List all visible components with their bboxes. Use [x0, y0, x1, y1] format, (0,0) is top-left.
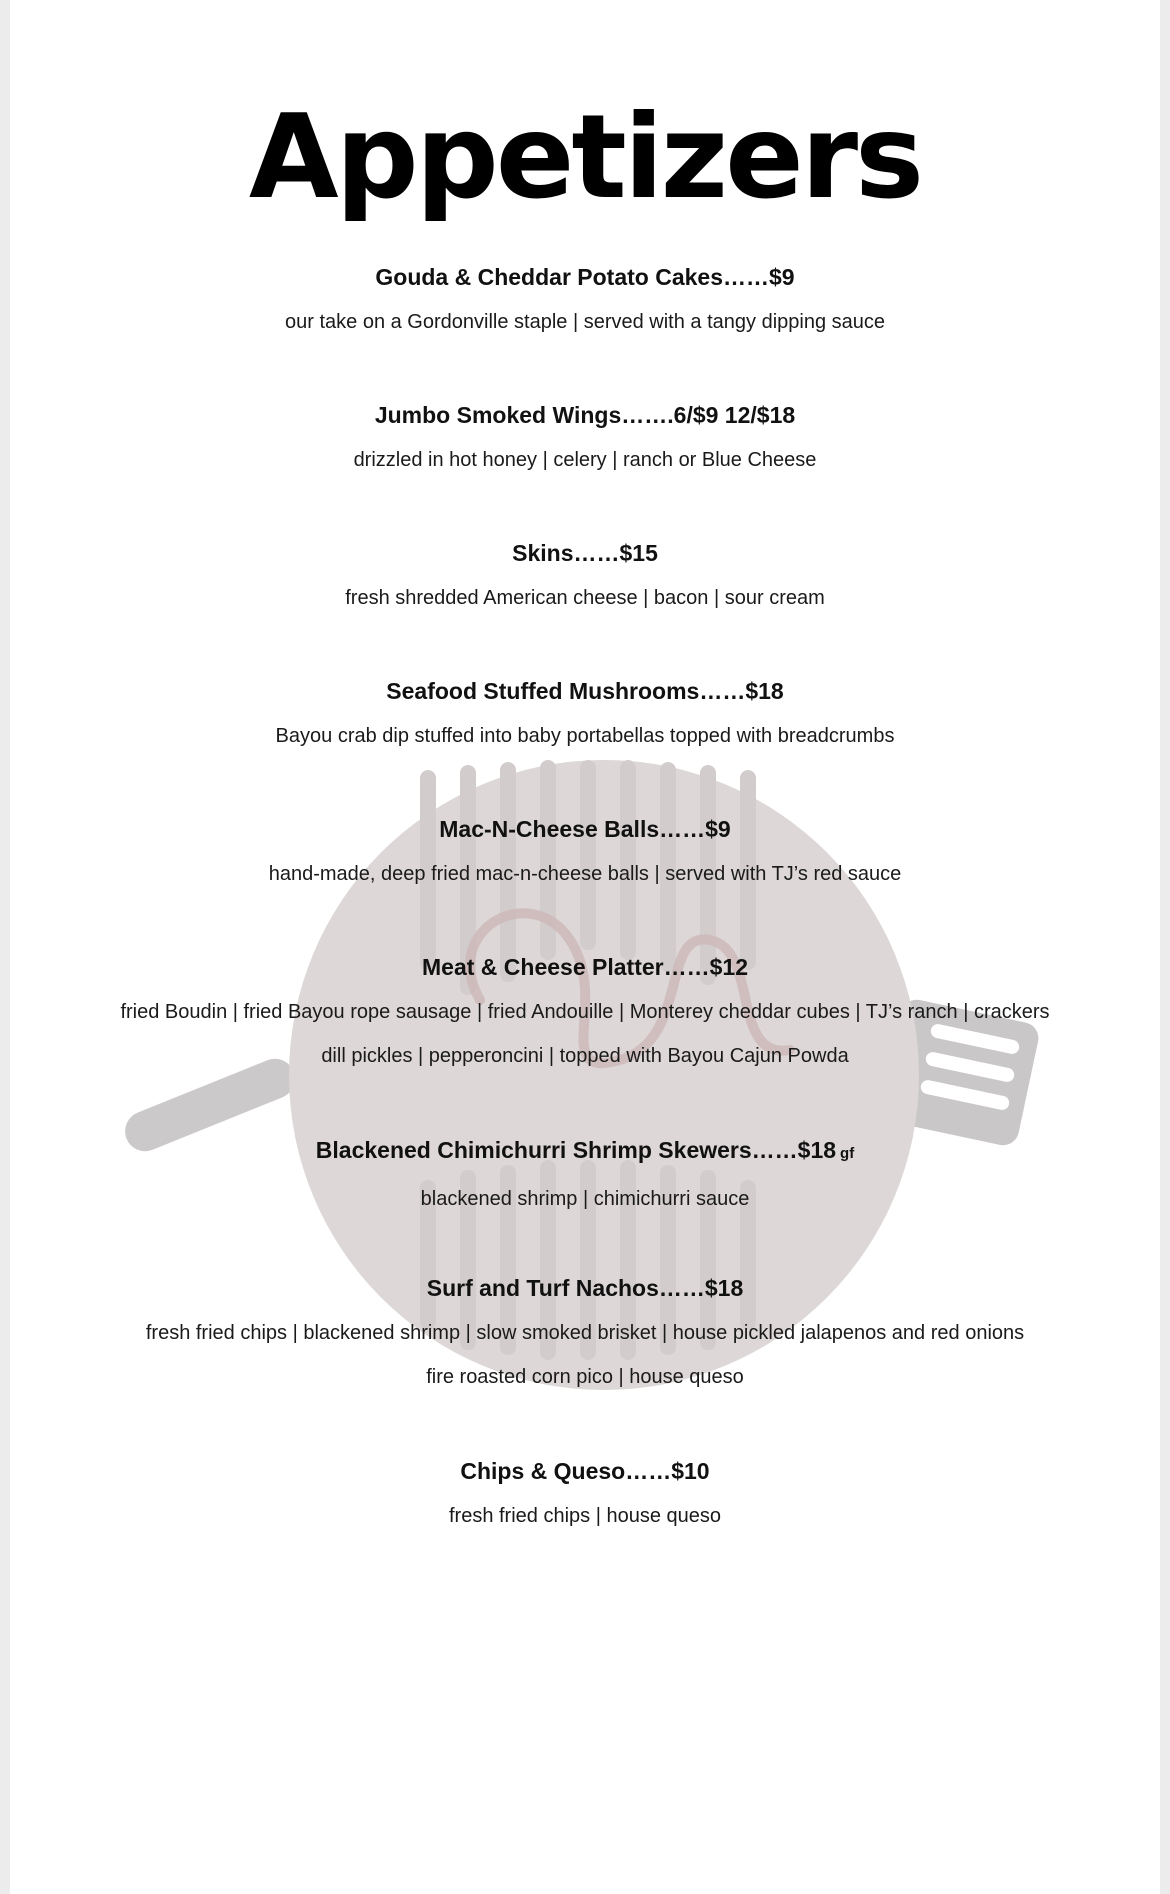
menu-item-name — [0, 262, 1170, 292]
gluten-free-tag: gf — [840, 1145, 855, 1162]
menu-item — [0, 814, 1170, 896]
menu-item-name-text: Skins……$15 — [512, 540, 658, 566]
menu-item-description: fried Boudin | fried Bayou rope sausage | fried Andouille | Monterey cheddar cubes | TJ’s ranch | crackers — [120, 1001, 1050, 1023]
menu-item-name-text: Jumbo Smoked Wings…….6/$9 12/$18 — [374, 402, 796, 428]
menu-item-name — [0, 1135, 1170, 1169]
menu-item-description: drizzled in hot honey | celery | ranch or Blue Cheese — [353, 449, 817, 471]
menu-item-name — [0, 952, 1170, 982]
menu-title: Appetizers — [248, 90, 922, 225]
menu-item-name — [0, 814, 1170, 844]
menu-item — [0, 400, 1170, 482]
menu-item-description: fresh shredded American cheese | bacon | sour cream — [345, 587, 825, 609]
menu-item — [0, 952, 1170, 1078]
menu-item — [0, 538, 1170, 620]
menu-item-description: dill pickles | pepperoncini | topped with Bayou Cajun Powda — [321, 1045, 849, 1067]
menu-item — [0, 1456, 1170, 1538]
menu-item-name-text: Seafood Stuffed Mushrooms……$18 — [386, 678, 784, 704]
menu-item-name-text: Gouda & Cheddar Potato Cakes……$9 — [375, 264, 795, 290]
menu-item-name-text: Chips & Queso……$10 — [460, 1458, 710, 1484]
menu-item-name-text: Mac-N-Cheese Balls……$9 — [439, 816, 731, 842]
menu-item-name — [0, 676, 1170, 706]
menu-item-name-text: Meat & Cheese Platter……$12 — [422, 954, 748, 980]
menu-item-description: hand-made, deep fried mac-n-cheese balls | served with TJ’s red sauce — [268, 863, 902, 885]
menu-item-description: blackened shrimp | chimichurri sauce — [420, 1188, 750, 1210]
menu-item-description: fresh fried chips | blackened shrimp | slow smoked brisket | house pickled jalapenos and red onions — [145, 1322, 1025, 1344]
menu-item — [0, 676, 1170, 758]
menu-item-name-text: Surf and Turf Nachos……$18 — [426, 1275, 744, 1301]
menu-item-name — [0, 1456, 1170, 1486]
menu-item-name — [0, 538, 1170, 568]
menu-item-name-text: Blackened Chimichurri Shrimp Skewers……$18 — [315, 1137, 837, 1163]
menu-item-description: fresh fried chips | house queso — [448, 1505, 722, 1527]
menu-item-description: fire roasted corn pico | house queso — [426, 1366, 744, 1388]
menu-item-description: Bayou crab dip stuffed into baby portabellas topped with breadcrumbs — [275, 725, 895, 747]
menu-item-description: our take on a Gordonville staple | served with a tangy dipping sauce — [285, 311, 885, 333]
menu-item — [0, 1273, 1170, 1399]
menu-item — [0, 262, 1170, 344]
menu-item-name — [0, 1273, 1170, 1303]
menu-item — [0, 1135, 1170, 1221]
menu-item-name — [0, 400, 1170, 430]
